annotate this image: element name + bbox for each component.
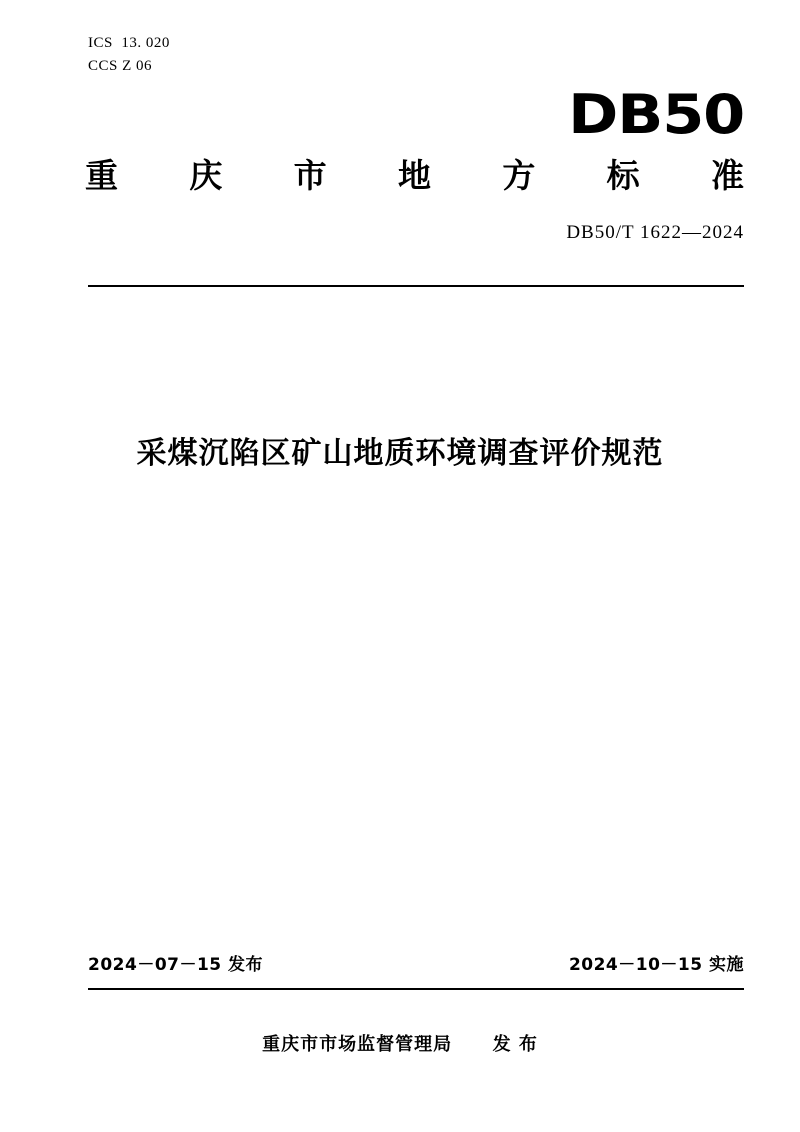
divider-bottom bbox=[88, 988, 744, 990]
standard-title-char-4: 方 bbox=[502, 156, 536, 195]
issue-date: 2024－07－15 发布 bbox=[88, 955, 264, 975]
db50-mark: DB50 bbox=[568, 83, 744, 146]
date-row bbox=[88, 950, 744, 975]
ccs-code: CCS Z 06 bbox=[88, 58, 153, 74]
publisher-action: 发 布 bbox=[492, 1034, 538, 1055]
publisher-name: 重庆市市场监督管理局 bbox=[262, 1034, 453, 1055]
effective-date: 2024－10－15 实施 bbox=[568, 955, 744, 975]
standard-title-char-5: 标 bbox=[606, 156, 640, 195]
standard-title-char-1: 庆 bbox=[189, 156, 223, 195]
document-title: 采煤沉陷区矿山地质环境调查评价规范 bbox=[136, 436, 664, 471]
standard-number: DB50/T 1622—2024 bbox=[566, 222, 744, 243]
classification-block bbox=[88, 32, 170, 78]
divider-top bbox=[88, 285, 744, 287]
standard-title-char-6: 准 bbox=[710, 156, 744, 195]
ics-code: ICS 13. 020 bbox=[88, 35, 170, 51]
standard-title-char-0: 重 bbox=[85, 156, 118, 195]
standard-title-char-3: 地 bbox=[397, 156, 431, 195]
publisher-line bbox=[0, 1030, 800, 1056]
standard-title-line bbox=[85, 155, 744, 197]
standard-title-char-2: 市 bbox=[293, 156, 327, 195]
